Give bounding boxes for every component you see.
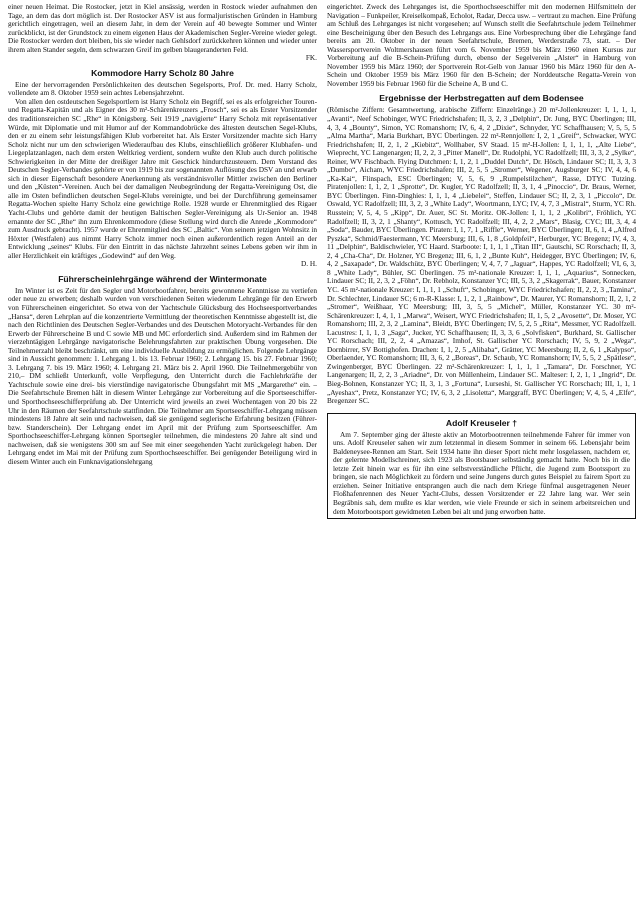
- obituary-text: Am 7. September ging der älteste aktiv an Motorbootrennen teilnehmende Fahrer für immer von uns. Adolf Kreuseler sahen wir zum letztenmal in diesem Sommer in seinem 66. Lebensjahr beim Baldeneysee-Rennen am Start. Seit 1934 hatte ihn dieser Sport nicht mehr losgelassen, nachdem er, der gelernte Modellschreiner, sich 1923 als Bootsbauer selbständig gemacht hatte. Noch bis in die letzte Zeit hinein war es für ihn eine selbstverständliche Pflicht, die Jugend zum Bootssport zu bringen, sie nach Möglichkeit zu fördern und seine Jungens durch gutes Beispiel zu fairem Sport zu erziehen. Seiner Initiative entsprangen auch die nach dem Kriege fünfmal ausgetragenen Neuer Floßhafenrennen des Neuer Yacht-Clubs, dessen Vorsitzender er 22 Jahre lang war. Wer sein Begräbnis sah, dem mußte es klar werden, wie viele Freunde er sich in seinem arbeitsreichen und dem Motorbootsport gewidmeten Leben bei alt und jung erworben hatte.: [333, 429, 630, 516]
- scholz-paragraph-1: Eine der hervorragenden Persönlichkeiten des deutschen Segelsports, Prof. Dr. med. Harry Scholz, vollendete am 8. Oktober 1959 sein achtes Lebensjahrzehnt.: [8, 79, 317, 98]
- rostock-article-end: einer neuen Heimat. Die Rostocker, jetzt in Kiel ansässig, werden in Rostock wieder aufnahmen den Tage, an dem das dort möglich ist. Der Rostocker ASV ist aus formaljuristischen Gründen in Hamburg gerichtlich eingetragen, weil an diesem Jahr, in dem der Verein auf 40 bewegte Sommer und Winter zurückblickt, ist der Grundstock zu einem eigenen Haus der Akademischen Segler-Vereine wieder gelegt. Die Rostocker werden dort bleiben, bis sie wieder nach Gehlsdorf zurückkehren können und wieder unter ihrem alten Stander segeln, dem schwarzen Greif im gelben blaugeranderten Feld.: [8, 3, 317, 54]
- obituary-heading: Adolf Kreuseler †: [445, 417, 518, 428]
- obituary-box: [327, 413, 636, 519]
- scholz-article-heading: Kommodore Harry Scholz 80 Jahre: [91, 67, 234, 78]
- regatta-results-list: (Römische Ziffern: Gesamtwertung, arabische Ziffern: Einzelränge.) 20 m²-Jollenkreuzer: I, 1, 1, 1, „Avanti“, Neef Schobinger, WYC Friedrichshafen; II, 3, 2, 3 „Delphin“, Dr. Jung, BYC Überlingen; III, 4, 3, 4 „Bounty“, Simon, YC Romanshorn; IV, 6, 4, 2 „Dixie“, Schnyder, YC Schaffhausen; V, 5, 5, 5 „Alma Martha“, Maria Burkhart, BYC Überlingen. 22 m²-Rennjollen: I, 2, 1 „Greif“, Schwacker, WYC Friedrichshafen; II, 2, 1, 2 „Kiebitz“, Wollhaber, SV Staad. 15 m²-H-Jollen: I, 1, 1, 1, „Alte Liebe“, Wieprecht, YC Langenargen; II, 2, 2, 3 „Pitter Manell“, Dr. Rudolphi, YC Radolfzell; III, 3, 3, 2 „Sylke“, Reiner, WV Fischbach. Flying Dutchmen: I, 1, 2, 1 „Duddel Dutch“, Dr. Hösch, Lindauer SC; II, 3, 3, 3 „Dumbo“, Aicham, WYC Friedrichshafen; III, 2, 5, 5 „Stromer“, Wegener, Augsburger SC; IV, 4, 4, 6 „Ka-Kai“, Flinspach, ESC Überlingen; V, 5, 6, 9 „Rumpelstilzchen“, Rasse, DTYC Tutzing. Piratenjollen: I, 1, 2, 1 „Sprotte“, Dr. Kugler, YC Radolfzell; II, 3, 1, 4 „Pinoccio“, Dr. Braus, Werner, BYC Überlingen. Finn-Dinghies: I, 1, 1, 4 „Liebelei“, Steffen, Lindauer SC; II, 2, 3, 1 „Piccolo“, Dr. Oswald, YC Radolfzell; III, 3, 2, 3 „White Lady“, Woortmann, LYC; IV, 4, 7, 3 „Mistral“, Sturm, YC Rh. Russtein; V, 5, 4, 5 „Kipp“, Dr. Auer, SC St. Moritz. OK-Jollen: I, 1, 1, 2 „Kolibri“, Fröhlich, YC Radolfzell; II, 3, 2, 1 „Shanty“, Kottusch, YC Radolfzell; III, 4, 2, 2 „Mars“, Blasig, CYC; III, 3, 4, 4 „Soda“, Bauder, BYC Überlingen. Piraten: I, 1, 7, 1 „Riffle“, Werner, BYC Überlingen; II, 6, 1, 4 „Alfred Pyszka“, Schmid/Faestermann, YC Meersburg; III, 6, 1, 8 „Goldpfeil“, Herburger, YC Bregenz; IV, 4, 3, 11 „Delphin“, Baldischwieler, YC Haard. Starboote: I, 1, 1, 1 „Titan III“, Gautschi, SC Rorschach; II, 3, 2, 4 „Cha-Cha“, Dr. Holzner, YC Bregenz; III, 6, 1, 2 „Bunte Kuh“, Heidegger, BYC Überlingen; IV, 6, 4, 2 „Saxapade“, Dr. Waldschütz, BYC Überlingen; V, 4, 7, 7 „Jaguar“, Happes, YC Radolfzell; VI, 6, 3, 8 „White Lady“, Bühler, SC Überlingen. 75 m²-nationale Kreuzer: I, 1, 1, „Aquarius“, Sonnecken, Lindauer SC; II, 2, 3, 2 „Föhn“, Dr. Rebholz, Konstanzer YC; III, 5, 3, 2 „Skagerrak“, Bauer, Konstanzer YC. 45 m²-nationale Kreuzer: I, 1, 1, 1 „Schuft“, Schobinger, WYC Friedrichshafen; II, 2, 2, 3 „Tamina“, Dr. Schlechter, Lindauer SC; 6 m-R-Klasse: I, 1, 2, 1 „Rainbow“, Dr. Maurer, YC Romanshorn; II, 2, 1, 2 „Stromer“, Weißhaar, YC Meersburg; III, 3, 5, 5 „Michel“, Müller, Konstanzer YC. 30 m²-Schärenkreuzer: I, 4, 1, 1 „Marwa“, Weisert, WYC Friedrichshafen; II, 1, 5, 2 „Avosette“, Dr. Moser, YC Romanshorn; III, 2, 3, 2 „Lamina“, Bleidt, BYC Überlingen; IV, 5, 2, 5 „Rita“, Messmer, YC Radolfzell. Lacustres: I, 1, 1, 3 „Saga“, Jucker, YC Schaffhausen; II, 3, 3, 6 „Solvfisken“, Burkhard, St. Gallischer YC Rorschach; III, 2, 2, 4 „Amazas“, Imhof, St. Gallischer YC Rorschach; IV, 5, 9, 2 „Wega“, Dornbirrer, SV Bottighofen. Drachen: I, 1, 2, 5 „Alibaba“, Grätter, YC Meersburg; II, 2, 6, 1 „Kalypso“, Oberlaender, YC Romanshorn; III, 3, 6, 2 „Boreas“, Dr. Schaub, YC Romanshorn; IV, 5, 5, 2 „Spätlese“, Zwingenberger, BYC Überlingen. 22 m²-Schärenkreuzer: I, 1, 1, 1 „Tamara“, Dr. Forschner, YC Langenargen; II, 2, 2, 3 „Ariadne“, Dr. von Müllenheim, Lindauer SC. Malteser: I, 2, 1, 1 „Ingrid“, Dr. Bieg-Bohnen, Konstanzer YC; II, 3, 1, 3 „Fortuna“, Lurseshi, St. Gallischer YC Rorschach; III, 1, 1, 1 „Ayeshax“, Pretz, Konstanzer YC; IV, 6, 3, 2 „Lisoletta“, Marggraff, BYC Überlingen; V, 4, 5, 4 „Elfe“, Bregenzer SC.: [327, 105, 636, 406]
- right-column: [327, 3, 636, 920]
- license-courses-heading: Führerscheinlehrgänge während der Wintermonate: [58, 273, 267, 284]
- regatta-results-heading: Ergebnisse der Herbstregatten auf dem Bodensee: [379, 93, 584, 104]
- rostock-article-signature: FK.: [305, 53, 317, 63]
- scholz-paragraph-2: Von allen den ostdeutschen Segelsportlern ist Harry Scholz ein Begriff, sei es als erfolgreicher Touren- und Regatta-Kapitän und als Eigner des 30 m²-Schärenkreuzers „Frosch“, sei es als Erster Vorsitzender des traditionsreichen SC „Rhe“ in Königsberg. Seit 1919 „navigierte“ Harry Scholz mit repräsentativer Würde, mit Diplomatie und mit Humor auf der Kommandobrücke des ältesten deutschen Segel-Klubs, den er zu einem sehr leistungsfähigen Klub vorbereitet hat. Als Erster Vorsitzender machte sich Harry Scholz nicht nur um den schwierigen Wiederaufbau des Klubs, einschließlich größerer Klubhafen- und Liegeplatzanlagen, nach dem ersten Weltkrieg verdient, sondern wußte den Klub auch durch politische Schwierigkeiten in der Mitte der dreißiger Jahre mit Geschick hindurchzusteuern. Dem Vorstand des Deutschen Segler-Verbandes gehörte er von 1919 bis zur sogenannten Auflösung des DSV an und erwarb sich in dieser Eigenschaft besondere Anerkennung als verständnisvoller Mittler zwischen den Berliner und den „Küsten“-Vereinen. Auch bei der damaligen Neubegründung der Regatta-Vereinigung Ost, die alle im Osten befindlichen deutschen Segel-Klubs vereinigte, und bei der Durchführung gemeinsamer Regatta-Wochen spielte Harry Scholz eine gewichtige Rolle. 1928 wurde er Ehrenmitglied des Rigaer Yacht-Clubs und gehörte damit der heutigen Baltischen Segler-Vereinigung als Ur-Senior an. 1948 ernannte der SC „Rhe“ ihn zum Ehrenkommodore (diese Stellung wird durch die Anrede „Kommodore“ zum Ausdruck gebracht). 1957 wurde er Ehrenmitglied des SC „Baltic“. Von seinem jetzigen Wohnsitz in Höxter (Westfalen) aus nimmt Harry Scholz immer noch einen außerordentlich regen Anteil an der Entwicklung „seines“ Klubs. Für den Eintritt in das nächste Jahrzehnt seines Lebens geben wir ihm in aller Herzlichkeit ein kräftiges „Godewind“ auf den Weg.: [8, 96, 317, 260]
- scholz-article-signature: D. H.: [300, 259, 317, 269]
- license-courses-paragraph: Im Winter ist es Zeit für den Segler und Motorbootfahrer, bereits gewonnene Kenntnisse zu vertiefen oder neue zu erwerben; deshalb wurden von verschiedenen Seiten wiederum Lehrgänge für den Erwerb von Führerscheinen eingerichtet. So etwa von der Yachtschule Glücksburg des Hochseesportverbandes „Hansa“, deren Lehrplan auf die konzentrierte Vermittlung der theoretischen Kenntnisse abgestellt ist, die nach den Richtlinien des Deutschen Segler-Verbandes und des Deutschen Motoryacht-Verbandes für den Erwerb der Führerscheine B und C sowie MB und MC erforderlich sind. Außerdem sind im Rahmen der vierzehntägigen Lehrgänge navigatorische Belehrungsfahrten zur praktischen Übung vorgesehen. Die Teilnehmerzahl bleibt beschränkt, um eine individuelle Ausbildung zu ermöglichen. Folgende Lehrgänge sind in Aussicht genommen: 1. Lehrgang 1. bis 13. Februar 1960; 2. Lehrgang 15. bis 27. Februar 1960; 3. Lehrgang 7. bis 19. März 1960; 4. Lehrgang 21. März bis 2. April 1960. Die Teilnehmergebühr von 210,– DM schließt Unterkunft, volle Verpflegung, den Unterricht durch die Fachlehrkräfte der Yachtschule sowie eine drei- bis vierstündige navigatorische Übungsfahrt mit MS „Margarethe“ ein. – Die Seefahrtschule Bremen hält in diesem Winter Lehrgänge zur Vorbereitung auf die Sportseeschiffer- und Sporthochseeschifferprüfung ab. Der Unterricht wird jeweils an zwei Wochentagen von 20 bis 22 Uhr in den Räumen der Seefahrtschule stattfinden. Die Teilnehmer am Sportseeschiffer-Lehrgang müssen mindestens 18 Jahre alt sein und nachweisen, daß sie genügend seglerische Erfahrung besitzen (Führer- bzw. Standerschein). Der Lehrgang endet im April mit der Prüfung zum Sportseeschiffer. Am Sporthochseeschiffer-Lehrgang können Sportsegler teilnehmen, die mindestens 20 Jahre alt sind und nachweisen, daß sie wenigstens 300 sm auf See mit einer seegehenden Yacht zurückgelegt haben. Der Lehrgang endet im Mai mit der Prüfung zum Sporthochseeschiffer. Bei genügender Beteiligung wird in diesem Winter auch ein Funknavigationslehrgang: [8, 285, 317, 466]
- license-courses-continuation: eingerichtet. Zweck des Lehrganges ist, die Sporthochseeschiffer mit den modernen Hilfsmitteln der Navigation – Funkpeiler, Kreiselkompaß, Echolot, Radar, Decca usw. – vertraut zu machen. Eine Prüfung am Schluß des Lehrganges ist nicht vorgesehen; auf Wunsch stellt die Seefahrtschule jedem Teilnehmer eine Bescheinigung über den Besuch des Lehrgangs aus. Eine Vorbesprechung über die Lehrgänge fand bereits am 20. Oktober in der neuen Seefahrtschule, Bremen, Werderstraße 73, statt. – Der Wassersportverein Woltmershausen führt vom 6. November 1959 bis März 1960 einen Kursus zur Vorbereitung auf die B-Schein-Prüfung durch, ebenso der Segelverein „Alster“ in Hamburg von November 1959 bis März 1960; der Sportverein Rot-Gelb von Januar 1960 bis März 1960 für den A-Schein und Oktober 1959 bis März 1960 für den B-Schein; der Norddeutsche Regatta-Verein von November 1959 bis Februar 1960 für die Scheine A, B und C.: [327, 3, 636, 88]
- left-column: [8, 3, 317, 920]
